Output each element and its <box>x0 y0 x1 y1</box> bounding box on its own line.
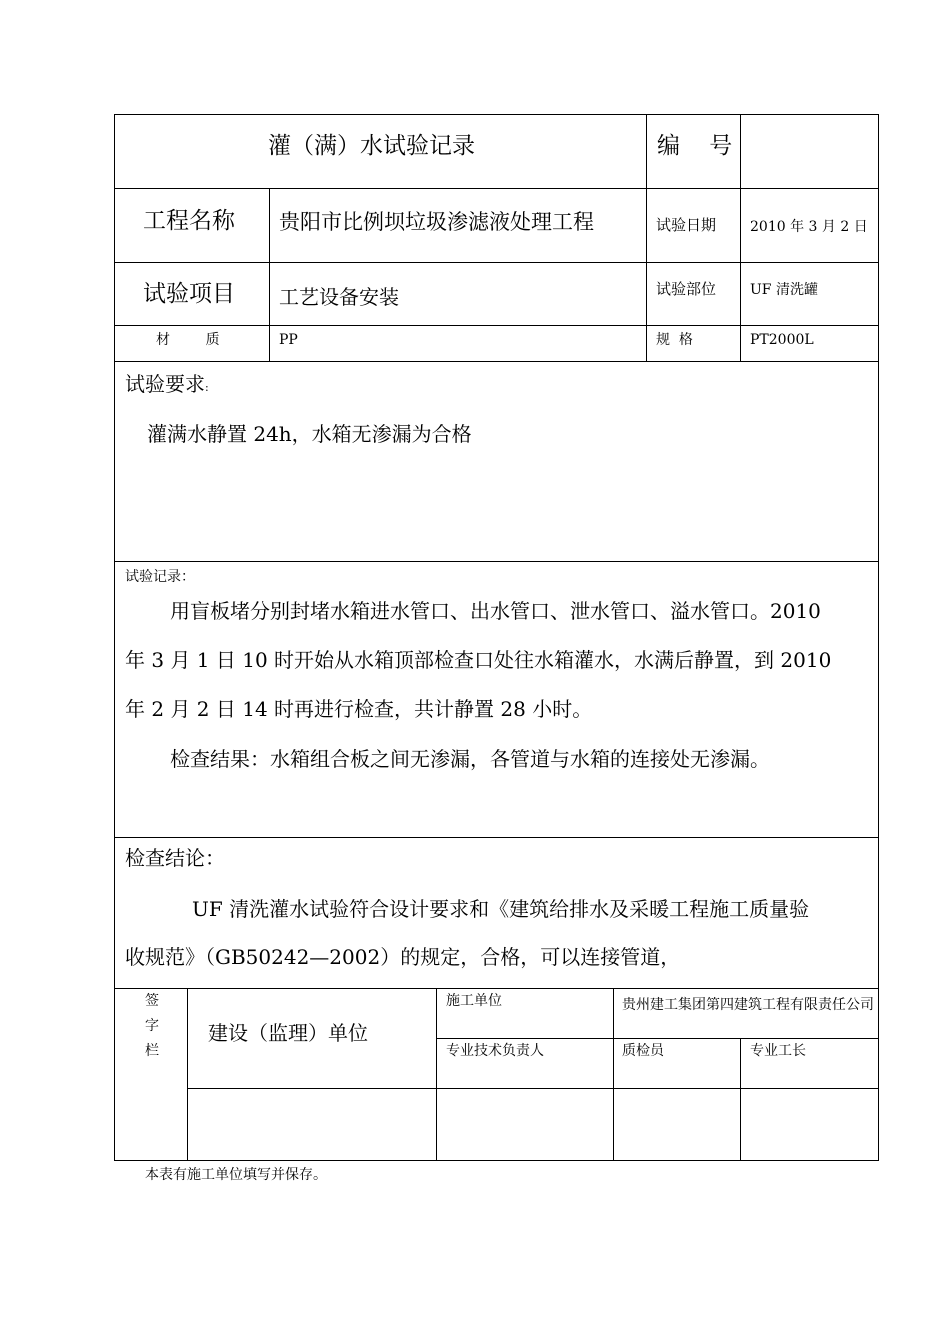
row-divider <box>114 837 879 838</box>
project-name-label: 工程名称 <box>143 208 235 234</box>
table-border-right <box>878 114 879 1161</box>
test-part-label: 试验部位 <box>656 280 717 298</box>
tech-lead-label: 专业技术负责人 <box>446 1043 544 1059</box>
requirement-label-colon: : <box>205 381 209 394</box>
row-divider <box>187 1088 879 1089</box>
conclusion-line-2: 收规范》（GB50242—2002）的规定，合格，可以连接管道， <box>125 945 681 969</box>
row-divider <box>114 262 879 263</box>
contractor-name: 贵州建工集团第四建筑工程有限责任公司 <box>622 997 874 1013</box>
owner-label: 建设（监理）单位 <box>208 1021 368 1045</box>
col-divider <box>436 988 437 1161</box>
col-divider <box>613 1038 614 1161</box>
row-divider <box>114 188 879 189</box>
test-item-value: 工艺设备安装 <box>279 285 399 309</box>
col-divider <box>187 988 188 1161</box>
requirement-label-text: 试验要求 <box>125 372 205 396</box>
col-divider <box>646 114 647 362</box>
signature-col-label-2: 字 <box>145 1018 159 1034</box>
spec-value: PT2000L <box>750 332 814 348</box>
signature-col-label-3: 栏 <box>145 1043 159 1059</box>
foreman-label: 专业工长 <box>750 1043 806 1059</box>
test-item-label: 试验项目 <box>143 281 235 307</box>
table-border-left <box>114 114 115 1161</box>
material-label: 材 质 <box>156 332 220 348</box>
table-border-top <box>114 114 879 115</box>
col-divider <box>740 114 741 362</box>
inspector-label: 质检员 <box>622 1043 664 1059</box>
record-line-2: 年 3 月 1 日 10 时开始从水箱顶部检查口处往水箱灌水，水满后静置，到 2010 <box>125 648 832 672</box>
row-divider <box>114 325 879 326</box>
test-part-value: UF 清洗罐 <box>750 282 818 298</box>
conclusion-label: 检查结论： <box>125 846 225 870</box>
spec-label: 规 格 <box>656 332 693 348</box>
form-title: 灌（满）水试验记录 <box>268 133 475 159</box>
record-label: 试验记录： <box>125 569 195 585</box>
conclusion-line-1: UF 清洗灌水试验符合设计要求和《建筑给排水及采暖工程施工质量验 <box>192 897 810 921</box>
record-line-4: 检查结果：水箱组合板之间无渗漏，各管道与水箱的连接处无渗漏。 <box>170 747 770 771</box>
requirement-label <box>125 374 209 394</box>
requirement-text: 灌满水静置 24h，水箱无渗漏为合格 <box>147 422 472 446</box>
project-name-value: 贵阳市比例坝垃圾渗滤液处理工程 <box>279 210 594 234</box>
col-divider <box>613 988 614 1038</box>
row-divider <box>114 988 879 989</box>
row-divider <box>114 361 879 362</box>
number-label: 编 号 <box>657 133 733 159</box>
record-line-3: 年 2 月 2 日 14 时再进行检查，共计静置 28 小时。 <box>125 697 593 721</box>
col-divider <box>269 188 270 362</box>
test-date-value: 2010 年 3 月 2 日 <box>750 219 868 235</box>
footer-note: 本表有施工单位填写并保存。 <box>145 1167 327 1183</box>
test-date-label: 试验日期 <box>656 216 717 234</box>
record-line-1: 用盲板堵分别封堵水箱进水管口、出水管口、泄水管口、溢水管口。2010 <box>170 599 821 623</box>
signature-col-label-1: 签 <box>145 993 159 1009</box>
row-divider <box>114 561 879 562</box>
row-divider <box>436 1038 879 1039</box>
table-border-bottom <box>114 1160 879 1161</box>
col-divider <box>740 1038 741 1161</box>
contractor-label: 施工单位 <box>446 993 502 1009</box>
material-value: PP <box>279 332 298 348</box>
